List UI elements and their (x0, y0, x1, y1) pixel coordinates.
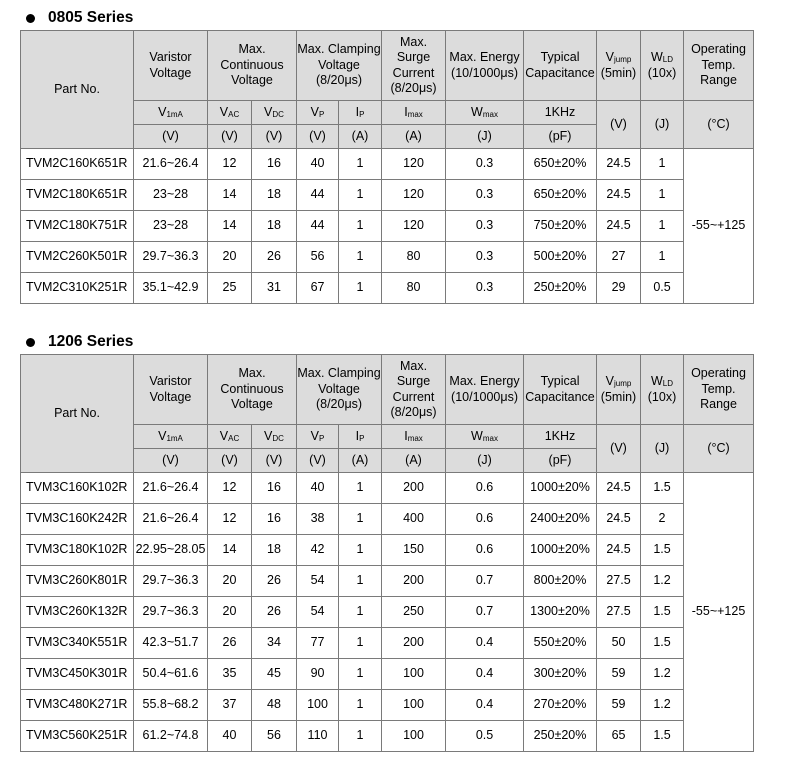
symbol-ip-main: I (355, 104, 360, 119)
table-row (21, 535, 754, 566)
table-cell: 44 (297, 211, 339, 242)
table-row (21, 473, 754, 504)
table-cell: 90 (297, 659, 339, 690)
table-cell: 31 (252, 273, 297, 304)
symbol-vp-main: V (310, 428, 320, 443)
table-cell: 0.3 (446, 242, 524, 273)
table-cell: 250±20% (524, 273, 597, 304)
table-cell: 14 (208, 180, 252, 211)
table-cell: 26 (208, 628, 252, 659)
table-cell: 21.6~26.4 (134, 473, 208, 504)
unit-vp: (V) (297, 449, 339, 473)
symbol-vp-sub: P (319, 433, 325, 443)
symbol-vp-sub: P (319, 109, 325, 119)
symbol-vp-main: V (310, 104, 320, 119)
table-cell: 1 (339, 473, 382, 504)
unit-vjump: (V) (597, 101, 641, 149)
header-energy: Max. Energy (10/1000μs) (446, 355, 524, 425)
table-cell: 1000±20% (524, 535, 597, 566)
header-vjump (597, 31, 641, 101)
table-cell: 12 (208, 473, 252, 504)
table-cell: 42.3~51.7 (134, 628, 208, 659)
header-clamping-voltage: Max. Clamping Voltage (8/20μs) (297, 31, 382, 101)
table-cell: 12 (208, 504, 252, 535)
table-cell: 1 (641, 149, 684, 180)
table-cell: 650±20% (524, 149, 597, 180)
unit-v1ma: (V) (134, 125, 208, 149)
table-cell: 650±20% (524, 180, 597, 211)
table-cell: 40 (297, 473, 339, 504)
header-vjump-main: V (605, 50, 615, 64)
table-cell: 1 (339, 149, 382, 180)
symbol-wmax-main: W (471, 104, 483, 119)
unit-ip: (A) (339, 125, 382, 149)
table-cell: 21.6~26.4 (134, 504, 208, 535)
header-wld-main: W (650, 374, 663, 388)
symbol-wmax-sub: max (482, 433, 498, 443)
unit-wld: (J) (641, 425, 684, 473)
table-cell: 750±20% (524, 211, 597, 242)
symbol-vac-main: V (219, 104, 229, 119)
table-cell: 1 (339, 659, 382, 690)
temp-range-cell: -55~+125 (684, 473, 754, 752)
part-number-cell: TVM2C160K651R (21, 149, 134, 180)
table-cell: 56 (252, 721, 297, 752)
table-cell: 54 (297, 566, 339, 597)
table-cell: 65 (597, 721, 641, 752)
table-cell: 38 (297, 504, 339, 535)
temp-range-cell: -55~+125 (684, 149, 754, 304)
symbol-vp (297, 101, 339, 125)
table-cell: 18 (252, 535, 297, 566)
table-cell: 21.6~26.4 (134, 149, 208, 180)
table-cell: 44 (297, 180, 339, 211)
header-temp-range: Operating Temp. Range (684, 355, 754, 425)
symbol-imax (382, 101, 446, 125)
table-cell: 250±20% (524, 721, 597, 752)
table-cell: 2 (641, 504, 684, 535)
unit-vac: (V) (208, 125, 252, 149)
table-cell: 1 (339, 535, 382, 566)
spec-table (20, 30, 754, 304)
symbol-wmax (446, 101, 524, 125)
table-cell: 1.5 (641, 597, 684, 628)
symbol-imax-sub: max (407, 109, 423, 119)
symbol-vdc-sub: DC (272, 109, 284, 119)
table-cell: 150 (382, 535, 446, 566)
table-cell: 14 (208, 535, 252, 566)
unit-vdc: (V) (252, 449, 297, 473)
symbol-vac (208, 101, 252, 125)
unit-temp: (°C) (684, 101, 754, 149)
table-cell: 27.5 (597, 597, 641, 628)
part-number-cell: TVM3C340K551R (21, 628, 134, 659)
table-row (21, 597, 754, 628)
symbol-ip-sub: P (359, 109, 365, 119)
symbol-v1ma (134, 101, 208, 125)
header-vjump (597, 355, 641, 425)
table-cell: 42 (297, 535, 339, 566)
part-number-cell: TVM3C180K102R (21, 535, 134, 566)
table-cell: 1.5 (641, 628, 684, 659)
table-cell: 27 (597, 242, 641, 273)
table-cell: 1 (339, 566, 382, 597)
table-row (21, 659, 754, 690)
table-cell: 14 (208, 211, 252, 242)
header-row (21, 31, 754, 101)
symbol-vdc-main: V (264, 428, 273, 443)
table-cell: 1 (339, 504, 382, 535)
table-cell: 18 (252, 180, 297, 211)
header-vjump-sub: jump (614, 379, 632, 388)
symbol-ip-main: I (355, 428, 360, 443)
table-cell: 26 (252, 242, 297, 273)
table-cell: 24.5 (597, 180, 641, 211)
unit-vjump: (V) (597, 425, 641, 473)
symbol-vac (208, 425, 252, 449)
symbol-v1ma-sub: 1mA (166, 109, 183, 119)
header-capacitance: Typical Capacitance (524, 31, 597, 101)
part-number-cell: TVM3C160K242R (21, 504, 134, 535)
table-row (21, 628, 754, 659)
table-cell: 0.7 (446, 566, 524, 597)
table-cell: 16 (252, 149, 297, 180)
header-vjump-rest: (5min) (600, 389, 637, 404)
table-cell: 24.5 (597, 149, 641, 180)
table-cell: 1 (339, 273, 382, 304)
symbol-imax-main: I (404, 104, 408, 119)
table-cell: 100 (382, 721, 446, 752)
symbol-imax-sub: max (407, 433, 423, 443)
table-cell: 29.7~36.3 (134, 566, 208, 597)
table-cell: 55.8~68.2 (134, 690, 208, 721)
table-cell: 24.5 (597, 504, 641, 535)
part-number-cell: TVM3C480K271R (21, 690, 134, 721)
symbol-wmax-sub: max (482, 109, 498, 119)
unit-temp: (°C) (684, 425, 754, 473)
header-energy: Max. Energy (10/1000μs) (446, 31, 524, 101)
table-cell: 48 (252, 690, 297, 721)
table-cell: 1000±20% (524, 473, 597, 504)
unit-wmax: (J) (446, 125, 524, 149)
bullet-icon (26, 338, 35, 347)
table-cell: 59 (597, 690, 641, 721)
symbol-freq: 1KHz (524, 425, 597, 449)
table-cell: 0.6 (446, 504, 524, 535)
table-cell: 24.5 (597, 473, 641, 504)
symbol-vac-sub: AC (228, 433, 240, 443)
table-cell: 0.4 (446, 690, 524, 721)
table-cell: 20 (208, 597, 252, 628)
part-number-cell: TVM3C450K301R (21, 659, 134, 690)
table-row (21, 149, 754, 180)
table-cell: 16 (252, 473, 297, 504)
symbol-v1ma-main: V (158, 104, 167, 119)
table-cell: 50.4~61.6 (134, 659, 208, 690)
header-surge-current: Max. Surge Current (8/20μs) (382, 31, 446, 101)
table-cell: 0.5 (641, 273, 684, 304)
symbol-ip (339, 425, 382, 449)
table-cell: 0.3 (446, 149, 524, 180)
table-cell: 26 (252, 566, 297, 597)
table-row (21, 504, 754, 535)
table-cell: 200 (382, 473, 446, 504)
table-cell: 1 (339, 180, 382, 211)
table-cell: 800±20% (524, 566, 597, 597)
table-cell: 59 (597, 659, 641, 690)
part-number-cell: TVM3C160K102R (21, 473, 134, 504)
table-cell: 120 (382, 180, 446, 211)
header-continuous-voltage: Max. Continuous Voltage (208, 355, 297, 425)
table-cell: 100 (382, 659, 446, 690)
symbol-freq: 1KHz (524, 101, 597, 125)
table-cell: 1 (339, 597, 382, 628)
table-cell: 120 (382, 149, 446, 180)
table-cell: 24.5 (597, 211, 641, 242)
unit-imax: (A) (382, 449, 446, 473)
symbol-wmax-main: W (471, 428, 483, 443)
symbol-vdc (252, 425, 297, 449)
part-number-cell: TVM3C560K251R (21, 721, 134, 752)
symbol-ip (339, 101, 382, 125)
table-cell: 270±20% (524, 690, 597, 721)
table-cell: 1 (339, 690, 382, 721)
table-cell: 0.5 (446, 721, 524, 752)
section-title (26, 332, 133, 352)
part-number-cell: TVM2C180K751R (21, 211, 134, 242)
table-cell: 35 (208, 659, 252, 690)
symbol-v1ma-sub: 1mA (166, 433, 183, 443)
header-capacitance: Typical Capacitance (524, 355, 597, 425)
table-cell: 80 (382, 273, 446, 304)
table-cell: 500±20% (524, 242, 597, 273)
table-row (21, 721, 754, 752)
header-part-no: Part No. (21, 31, 134, 149)
symbol-v1ma-main: V (158, 428, 167, 443)
table-cell: 22.95~28.05 (134, 535, 208, 566)
table-cell: 0.7 (446, 597, 524, 628)
table-cell: 27.5 (597, 566, 641, 597)
header-temp-range: Operating Temp. Range (684, 31, 754, 101)
table-cell: 77 (297, 628, 339, 659)
symbol-ip-sub: P (359, 433, 365, 443)
table-cell: 1 (339, 211, 382, 242)
header-wld-rest: (10x) (647, 65, 677, 80)
table-cell: 56 (297, 242, 339, 273)
header-continuous-voltage: Max. Continuous Voltage (208, 31, 297, 101)
table-cell: 200 (382, 566, 446, 597)
table-row (21, 211, 754, 242)
part-number-cell: TVM3C260K801R (21, 566, 134, 597)
symbol-vac-main: V (219, 428, 229, 443)
table-cell: 61.2~74.8 (134, 721, 208, 752)
table-cell: 550±20% (524, 628, 597, 659)
symbol-imax-main: I (404, 428, 408, 443)
table-cell: 1 (339, 721, 382, 752)
symbol-vdc-main: V (264, 104, 273, 119)
table-cell: 37 (208, 690, 252, 721)
table-cell: 1 (641, 180, 684, 211)
unit-imax: (A) (382, 125, 446, 149)
table-cell: 34 (252, 628, 297, 659)
header-surge-current: Max. Surge Current (8/20μs) (382, 355, 446, 425)
header-wld (641, 31, 684, 101)
table-cell: 25 (208, 273, 252, 304)
bullet-icon (26, 14, 35, 23)
unit-vp: (V) (297, 125, 339, 149)
table-cell: 20 (208, 566, 252, 597)
table-cell: 1 (339, 628, 382, 659)
symbol-vdc-sub: DC (272, 433, 284, 443)
symbol-imax (382, 425, 446, 449)
symbol-wmax (446, 425, 524, 449)
symbol-vac-sub: AC (228, 109, 240, 119)
table-cell: 100 (382, 690, 446, 721)
header-wld-sub: LD (662, 55, 674, 64)
table-cell: 110 (297, 721, 339, 752)
table-cell: 1.5 (641, 721, 684, 752)
unit-wmax: (J) (446, 449, 524, 473)
table-cell: 23~28 (134, 180, 208, 211)
header-part-no: Part No. (21, 355, 134, 473)
table-cell: 120 (382, 211, 446, 242)
part-number-cell: TVM2C260K501R (21, 242, 134, 273)
table-row (21, 566, 754, 597)
table-cell: 0.4 (446, 628, 524, 659)
table-cell: 12 (208, 149, 252, 180)
table-cell: 26 (252, 597, 297, 628)
table-row (21, 180, 754, 211)
table-cell: 1 (339, 242, 382, 273)
table-cell: 1.5 (641, 473, 684, 504)
section-title-text: 0805 Series (48, 9, 134, 26)
symbol-vp (297, 425, 339, 449)
unit-cap: (pF) (524, 125, 597, 149)
table-cell: 20 (208, 242, 252, 273)
section-title (26, 8, 133, 28)
table-cell: 200 (382, 628, 446, 659)
header-vjump-rest: (5min) (600, 65, 637, 80)
header-wld-rest: (10x) (647, 389, 677, 404)
table-cell: 35.1~42.9 (134, 273, 208, 304)
table-cell: 18 (252, 211, 297, 242)
table-cell: 100 (297, 690, 339, 721)
unit-wld: (J) (641, 101, 684, 149)
table-row (21, 690, 754, 721)
table-cell: 54 (297, 597, 339, 628)
table-cell: 23~28 (134, 211, 208, 242)
part-number-cell: TVM3C260K132R (21, 597, 134, 628)
unit-vdc: (V) (252, 125, 297, 149)
table-cell: 1.5 (641, 535, 684, 566)
table-cell: 1.2 (641, 566, 684, 597)
unit-v1ma: (V) (134, 449, 208, 473)
table-cell: 2400±20% (524, 504, 597, 535)
table-cell: 0.6 (446, 473, 524, 504)
table-cell: 29 (597, 273, 641, 304)
header-wld-main: W (650, 50, 663, 64)
unit-vac: (V) (208, 449, 252, 473)
table-cell: 0.3 (446, 211, 524, 242)
header-row (21, 355, 754, 425)
header-varistor-voltage: Varistor Voltage (134, 31, 208, 101)
table-cell: 1300±20% (524, 597, 597, 628)
table-cell: 250 (382, 597, 446, 628)
table-cell: 29.7~36.3 (134, 242, 208, 273)
table-cell: 45 (252, 659, 297, 690)
table-cell: 0.6 (446, 535, 524, 566)
table-cell: 1 (641, 242, 684, 273)
header-vjump-main: V (605, 374, 615, 388)
header-wld (641, 355, 684, 425)
spec-table (20, 354, 754, 752)
table-cell: 24.5 (597, 535, 641, 566)
table-cell: 67 (297, 273, 339, 304)
symbol-v1ma (134, 425, 208, 449)
table-row (21, 242, 754, 273)
table-cell: 0.3 (446, 273, 524, 304)
table-cell: 400 (382, 504, 446, 535)
table-cell: 1.2 (641, 659, 684, 690)
table-cell: 50 (597, 628, 641, 659)
unit-cap: (pF) (524, 449, 597, 473)
table-cell: 40 (297, 149, 339, 180)
header-clamping-voltage: Max. Clamping Voltage (8/20μs) (297, 355, 382, 425)
table-cell: 40 (208, 721, 252, 752)
table-cell: 300±20% (524, 659, 597, 690)
table-cell: 29.7~36.3 (134, 597, 208, 628)
header-wld-sub: LD (662, 379, 674, 388)
table-cell: 80 (382, 242, 446, 273)
table-row (21, 273, 754, 304)
table-cell: 1.2 (641, 690, 684, 721)
symbol-vdc (252, 101, 297, 125)
table-cell: 16 (252, 504, 297, 535)
section-title-text: 1206 Series (48, 333, 134, 350)
header-varistor-voltage: Varistor Voltage (134, 355, 208, 425)
part-number-cell: TVM2C310K251R (21, 273, 134, 304)
table-cell: 0.3 (446, 180, 524, 211)
table-cell: 1 (641, 211, 684, 242)
header-vjump-sub: jump (614, 55, 632, 64)
table-cell: 0.4 (446, 659, 524, 690)
part-number-cell: TVM2C180K651R (21, 180, 134, 211)
unit-ip: (A) (339, 449, 382, 473)
